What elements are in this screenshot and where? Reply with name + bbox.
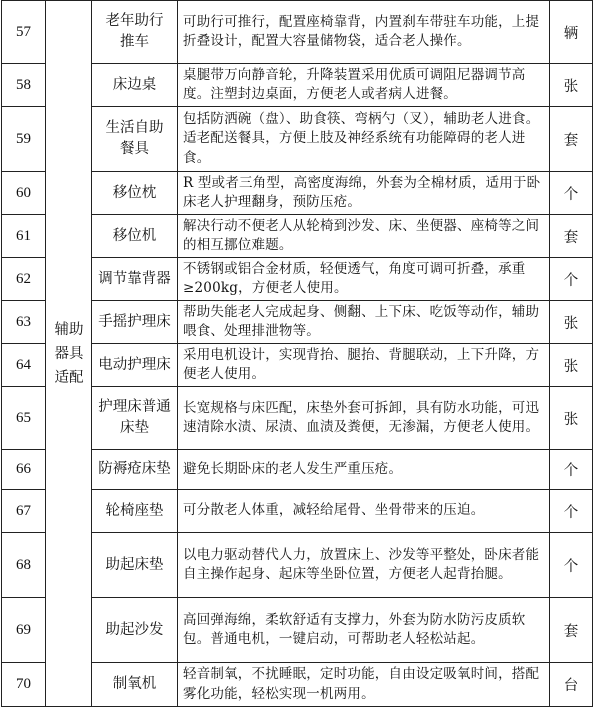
row-number: 68 bbox=[2, 533, 46, 598]
item-unit: 辆 bbox=[550, 1, 593, 64]
item-name-text: 老年助行推车 bbox=[105, 13, 164, 50]
item-unit: 套 bbox=[550, 107, 593, 172]
item-name: 防褥疮床垫 bbox=[92, 450, 178, 490]
category-cell bbox=[46, 1, 92, 707]
table-row bbox=[2, 1, 593, 64]
item-name: 移位枕 bbox=[92, 172, 178, 215]
item-unit: 套 bbox=[550, 215, 593, 258]
row-number: 65 bbox=[2, 387, 46, 450]
item-name-text: 护理床普通床垫 bbox=[98, 399, 171, 436]
item-unit: 张 bbox=[550, 387, 593, 450]
item-description: 解决行动不便老人从轮椅到沙发、床、坐便器、座椅等之间的相互挪位难题。 bbox=[178, 215, 550, 258]
row-number: 69 bbox=[2, 598, 46, 663]
row-number: 58 bbox=[2, 64, 46, 107]
row-number: 61 bbox=[2, 215, 46, 258]
category-label: 辅助器具适配 bbox=[54, 321, 84, 386]
item-unit: 张 bbox=[550, 64, 593, 107]
item-name: 移位机 bbox=[92, 215, 178, 258]
item-name: 床边桌 bbox=[92, 64, 178, 107]
row-number: 66 bbox=[2, 450, 46, 490]
row-number: 63 bbox=[2, 301, 46, 344]
row-number: 70 bbox=[2, 663, 46, 707]
item-unit: 个 bbox=[550, 490, 593, 533]
row-number: 59 bbox=[2, 107, 46, 172]
item-unit: 个 bbox=[550, 450, 593, 490]
item-name: 电动护理床 bbox=[92, 344, 178, 387]
item-description: 可分散老人体重，减轻给尾骨、坐骨带来的压迫。 bbox=[178, 490, 550, 533]
item-description: 不锈钢或铝合金材质，轻便透气，角度可调可折叠，承重≥200kg，方便老人使用。 bbox=[178, 258, 550, 301]
item-description: 避免长期卧床的老人发生严重压疮。 bbox=[178, 450, 550, 490]
item-description: 以电力驱动替代人力，放置床上、沙发等平整处，卧床者能自主操作起身、起床等坐卧位置，方便老人起背抬腿。 bbox=[178, 533, 550, 598]
item-name bbox=[92, 1, 178, 64]
item-description: R 型或者三角型，高密度海绵，外套为全棉材质，适用于卧床老人护理翻身，预防压疮。 bbox=[178, 172, 550, 215]
item-description: 包括防洒碗（盘）、助食筷、弯柄勺（叉），辅助老人进食。适老配送餐具，方便上肢及神经系统有功能障碍的老人进食。 bbox=[178, 107, 550, 172]
row-number: 64 bbox=[2, 344, 46, 387]
item-unit: 台 bbox=[550, 663, 593, 707]
row-number: 60 bbox=[2, 172, 46, 215]
item-name: 调节靠背器 bbox=[92, 258, 178, 301]
item-description: 帮助失能老人完成起身、侧翻、上下床、吃饭等动作，辅助喂食、处理排泄物等。 bbox=[178, 301, 550, 344]
row-number: 57 bbox=[2, 1, 46, 64]
row-number: 67 bbox=[2, 490, 46, 533]
item-unit: 套 bbox=[550, 598, 593, 663]
item-description: 桌腿带万向静音轮，升降装置采用优质可调阻尼器调节高度。注塑封边桌面，方便老人或者病人进餐。 bbox=[178, 64, 550, 107]
item-description: 高回弹海绵，柔软舒适有支撑力，外套为防水防污皮质软包。普通电机，一键启动，可帮助老人轻松站起。 bbox=[178, 598, 550, 663]
item-unit: 张 bbox=[550, 344, 593, 387]
row-number: 62 bbox=[2, 258, 46, 301]
item-unit: 张 bbox=[550, 301, 593, 344]
item-name-text: 生活自助餐具 bbox=[105, 120, 164, 157]
item-name bbox=[92, 387, 178, 450]
item-description: 可助行可推行，配置座椅靠背，内置刹车带驻车功能，上提折叠设计，配置大容量储物袋，适合老人操作。 bbox=[178, 1, 550, 64]
item-unit: 个 bbox=[550, 172, 593, 215]
item-description: 长宽规格与床匹配，床垫外套可拆卸，具有防水功能，可迅速清除水渍、尿渍、血渍及粪便，无渗漏，方便老人使用。 bbox=[178, 387, 550, 450]
item-unit: 个 bbox=[550, 258, 593, 301]
item-name: 手摇护理床 bbox=[92, 301, 178, 344]
item-name: 制氧机 bbox=[92, 663, 178, 707]
item-name: 助起沙发 bbox=[92, 598, 178, 663]
item-unit: 个 bbox=[550, 533, 593, 598]
item-description: 轻音制氧，不扰睡眠，定时功能，自由设定吸氧时间，搭配雾化功能，轻松实现一机两用。 bbox=[178, 663, 550, 707]
item-name: 助起床垫 bbox=[92, 533, 178, 598]
item-name: 轮椅座垫 bbox=[92, 490, 178, 533]
item-name bbox=[92, 107, 178, 172]
equipment-table bbox=[1, 0, 593, 707]
item-description: 采用电机设计，实现背抬、腿抬、背腿联动，上下升降，方便老人使用。 bbox=[178, 344, 550, 387]
